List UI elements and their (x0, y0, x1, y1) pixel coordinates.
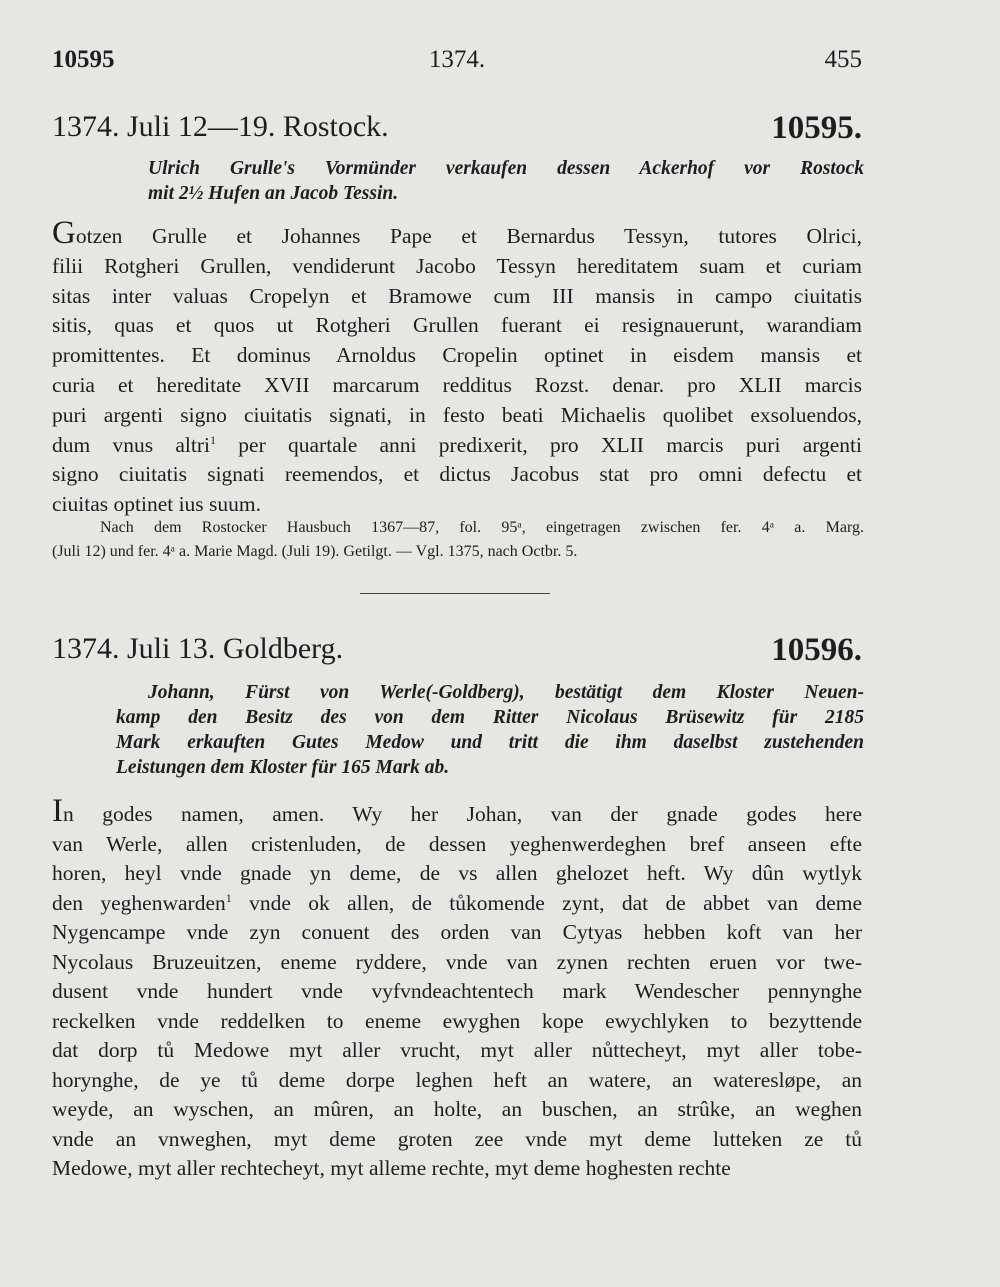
running-head (52, 46, 862, 80)
entry-date-place: 1374. Juli 12—19. Rostock. (52, 110, 389, 143)
text-line: n godes namen, amen. Wy her Johan, van der gnade godes here (63, 802, 862, 826)
entry-date-place: 1374. Juli 13. Goldberg. (52, 632, 344, 665)
source-line: Nach dem Rostocker Hausbuch 1367—87, fol. 95ᵃ, eingetragen zwischen fer. 4ᵃ a. Marg. (100, 519, 864, 536)
text-line: promittentes. Et dominus Arnoldus Cropelin optinet in eisdem mansis et (52, 343, 862, 368)
text-line: sitas inter valuas Cropelyn et Bramowe cum III mansis in campo ciuitatis (52, 283, 862, 308)
text-line: weyde, an wyschen, an mûren, an holte, an buschen, an strûke, an weghen (52, 1097, 862, 1121)
text-line: Nygencampe vnde zyn conuent des orden van Cytyas hebben koft van her (52, 920, 862, 944)
summary-line: Leistungen dem Kloster für 165 Mark ab. (116, 757, 450, 778)
text-line: dum vnus altri (52, 432, 211, 457)
entry-heading (52, 632, 862, 672)
entry-heading (52, 110, 862, 150)
text-line: per quartale anni predixerit, pro XLII marcis puri argenti (216, 432, 862, 457)
drop-initial: G (52, 215, 76, 251)
text-line: horynghe, de ye tů deme dorpe leghen heft an watere, an wateresløpe, an (52, 1067, 862, 1092)
text-line: Medowe, myt aller rechtecheyt, myt alleme rechte, myt deme hoghesten rechte (52, 1156, 731, 1180)
text-line: van Werle, allen cristenluden, de dessen yeghenwerdeghen bref anseen efte (52, 831, 862, 856)
summary-line: Johann, Fürst von Werle(-Goldberg), bestätigt dem Kloster Neuen- (148, 682, 864, 703)
text-line: dat dorp tů Medowe myt aller vrucht, myt aller nůttecheyt, myt aller tobe- (52, 1038, 862, 1062)
text-line: filii Rotgheri Grullen, vendiderunt Jacobo Tessyn hereditatem suam et curiam (52, 253, 862, 278)
text-line: sitis, quas et quos ut Rotgheri Grullen fuerant ei resignauerunt, warandiam (52, 313, 862, 338)
running-head-entry-number: 10595 (52, 46, 115, 73)
text-line: ciuitas optinet ius suum. (52, 492, 262, 517)
text-line: otzen Grulle et Johannes Pape et Bernardus Tessyn, tutores Olrici, (75, 224, 862, 248)
footnote-marker: 1 (225, 890, 232, 905)
summary-line: kamp den Besitz des von dem Ritter Nicolaus Brüsewitz für 2185 (116, 707, 864, 728)
summary-line: mit 2½ Hufen an Jacob Tessin. (148, 183, 399, 204)
text-line: curia et hereditate XVII marcarum redditus Rozst. denar. pro XLII marcis (52, 372, 862, 397)
entry-summary (148, 156, 864, 206)
entry-summary (116, 680, 864, 780)
summary-line: Mark erkauften Gutes Medow und tritt die ihm daselbst zustehenden (116, 732, 864, 753)
footnote-marker: 1 (210, 432, 217, 447)
text-line: vnde an vnweghen, myt deme groten zee vnde myt deme lutteken ze tů (52, 1126, 862, 1151)
text-line: den yeghenwarden (52, 890, 226, 915)
entry-number: 10596. (771, 632, 862, 668)
text-line: horen, heyl vnde gnade yn deme, de vs allen ghelozet heft. Wy dûn wytlyk (52, 861, 862, 885)
text-line: dusent vnde hundert vnde vyfvndeachtentech mark Wendescher pennynghe (52, 979, 862, 1003)
entry-text (52, 793, 863, 1184)
summary-line: Ulrich Grulle's Vormünder verkaufen dessen Ackerhof vor Rostock (148, 158, 864, 179)
drop-initial: I (52, 793, 63, 829)
text-line: reckelken vnde reddelken to eneme ewyghen kope ewychlyken to bezyttende (52, 1008, 862, 1033)
text-line: Nycolaus Bruzeuitzen, eneme ryddere, vnde van zynen rechten eruen vor twe- (52, 949, 862, 974)
running-head-year: 1374. (428, 46, 486, 73)
page-number: 455 (824, 46, 862, 73)
entry-number: 10595. (771, 110, 862, 146)
section-divider (360, 593, 550, 594)
text-line: vnde ok allen, de tůkomende zynt, dat de abbet van deme (231, 890, 863, 915)
text-line: signo ciuitatis signati reemendos, et dictus Jacobus stat pro omni defectu et (52, 462, 862, 487)
text-line: puri argenti signo ciuitatis signati, in festo beati Michaelis quolibet exsoluendos, (52, 402, 862, 427)
source-note (52, 516, 864, 564)
entry-text (52, 215, 862, 520)
source-line: (Juli 12) und fer. 4ᵃ a. Marie Magd. (Juli 19). Getilgt. — Vgl. 1375, nach Octbr. 5. (52, 543, 578, 560)
